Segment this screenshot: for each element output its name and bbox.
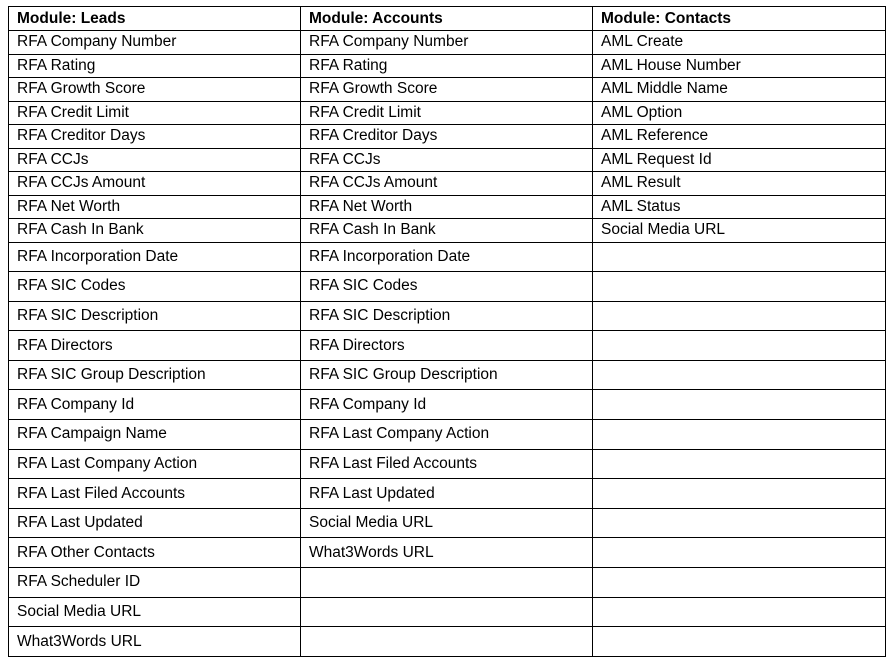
cell-accounts: RFA Creditor Days — [301, 125, 593, 149]
cell-leads: RFA Campaign Name — [9, 420, 301, 450]
cell-contacts: AML Option — [593, 101, 886, 125]
table-row — [9, 390, 886, 420]
table-row — [9, 449, 886, 479]
cell-leads: RFA Growth Score — [9, 78, 301, 102]
cell-contacts — [593, 331, 886, 361]
cell-contacts: AML Reference — [593, 125, 886, 149]
cell-accounts: RFA Credit Limit — [301, 101, 593, 125]
cell-leads: RFA Cash In Bank — [9, 219, 301, 243]
header-leads: Module: Leads — [9, 7, 301, 31]
table-row — [9, 420, 886, 450]
table-row — [9, 172, 886, 196]
cell-accounts: Social Media URL — [301, 508, 593, 538]
table-row — [9, 242, 886, 272]
cell-accounts: What3Words URL — [301, 538, 593, 568]
table-row — [9, 301, 886, 331]
cell-contacts — [593, 390, 886, 420]
table-row — [9, 31, 886, 55]
table-row — [9, 148, 886, 172]
table-row — [9, 538, 886, 568]
cell-accounts: RFA SIC Description — [301, 301, 593, 331]
cell-leads: What3Words URL — [9, 627, 301, 657]
table-row — [9, 360, 886, 390]
table-row — [9, 272, 886, 302]
cell-contacts: AML Request Id — [593, 148, 886, 172]
header-accounts: Module: Accounts — [301, 7, 593, 31]
cell-accounts: RFA Growth Score — [301, 78, 593, 102]
cell-leads: RFA SIC Codes — [9, 272, 301, 302]
table-header-row — [9, 7, 886, 31]
cell-contacts — [593, 508, 886, 538]
cell-leads: RFA Other Contacts — [9, 538, 301, 568]
cell-accounts: RFA CCJs — [301, 148, 593, 172]
cell-leads: RFA Last Company Action — [9, 449, 301, 479]
cell-contacts — [593, 568, 886, 598]
cell-contacts — [593, 420, 886, 450]
cell-accounts: RFA Net Worth — [301, 195, 593, 219]
table-row — [9, 568, 886, 598]
cell-leads: RFA Net Worth — [9, 195, 301, 219]
header-contacts: Module: Contacts — [593, 7, 886, 31]
cell-leads: RFA CCJs Amount — [9, 172, 301, 196]
cell-leads: RFA Rating — [9, 54, 301, 78]
cell-accounts: RFA Last Updated — [301, 479, 593, 509]
cell-leads: RFA Incorporation Date — [9, 242, 301, 272]
table-row — [9, 597, 886, 627]
table-row — [9, 479, 886, 509]
cell-leads: RFA Credit Limit — [9, 101, 301, 125]
cell-leads: RFA CCJs — [9, 148, 301, 172]
cell-contacts: AML Status — [593, 195, 886, 219]
table-row — [9, 101, 886, 125]
table-row — [9, 78, 886, 102]
cell-accounts: RFA Company Number — [301, 31, 593, 55]
cell-accounts: RFA Company Id — [301, 390, 593, 420]
cell-contacts: AML Middle Name — [593, 78, 886, 102]
cell-contacts — [593, 449, 886, 479]
cell-contacts — [593, 272, 886, 302]
table-row — [9, 219, 886, 243]
cell-contacts: Social Media URL — [593, 219, 886, 243]
cell-accounts: RFA CCJs Amount — [301, 172, 593, 196]
module-fields-table — [8, 6, 886, 657]
table-row — [9, 195, 886, 219]
cell-leads: RFA SIC Description — [9, 301, 301, 331]
table-row — [9, 331, 886, 361]
cell-accounts: RFA SIC Group Description — [301, 360, 593, 390]
cell-leads: RFA Company Number — [9, 31, 301, 55]
cell-leads: RFA Scheduler ID — [9, 568, 301, 598]
cell-accounts: RFA Rating — [301, 54, 593, 78]
cell-accounts: RFA Last Filed Accounts — [301, 449, 593, 479]
cell-contacts: AML Create — [593, 31, 886, 55]
table-row — [9, 54, 886, 78]
cell-leads: RFA SIC Group Description — [9, 360, 301, 390]
cell-contacts: AML Result — [593, 172, 886, 196]
cell-accounts: RFA Directors — [301, 331, 593, 361]
cell-leads: RFA Directors — [9, 331, 301, 361]
cell-leads: RFA Company Id — [9, 390, 301, 420]
table-row — [9, 125, 886, 149]
table-body — [9, 31, 886, 657]
cell-contacts — [593, 597, 886, 627]
cell-leads: RFA Creditor Days — [9, 125, 301, 149]
cell-leads: RFA Last Updated — [9, 508, 301, 538]
cell-leads: RFA Last Filed Accounts — [9, 479, 301, 509]
cell-accounts — [301, 568, 593, 598]
cell-accounts: RFA Incorporation Date — [301, 242, 593, 272]
cell-contacts — [593, 242, 886, 272]
cell-accounts — [301, 597, 593, 627]
cell-contacts — [593, 301, 886, 331]
cell-contacts — [593, 538, 886, 568]
table-row — [9, 508, 886, 538]
cell-accounts: RFA Cash In Bank — [301, 219, 593, 243]
cell-accounts: RFA SIC Codes — [301, 272, 593, 302]
cell-contacts — [593, 479, 886, 509]
cell-accounts: RFA Last Company Action — [301, 420, 593, 450]
cell-contacts: AML House Number — [593, 54, 886, 78]
cell-contacts — [593, 360, 886, 390]
cell-leads: Social Media URL — [9, 597, 301, 627]
